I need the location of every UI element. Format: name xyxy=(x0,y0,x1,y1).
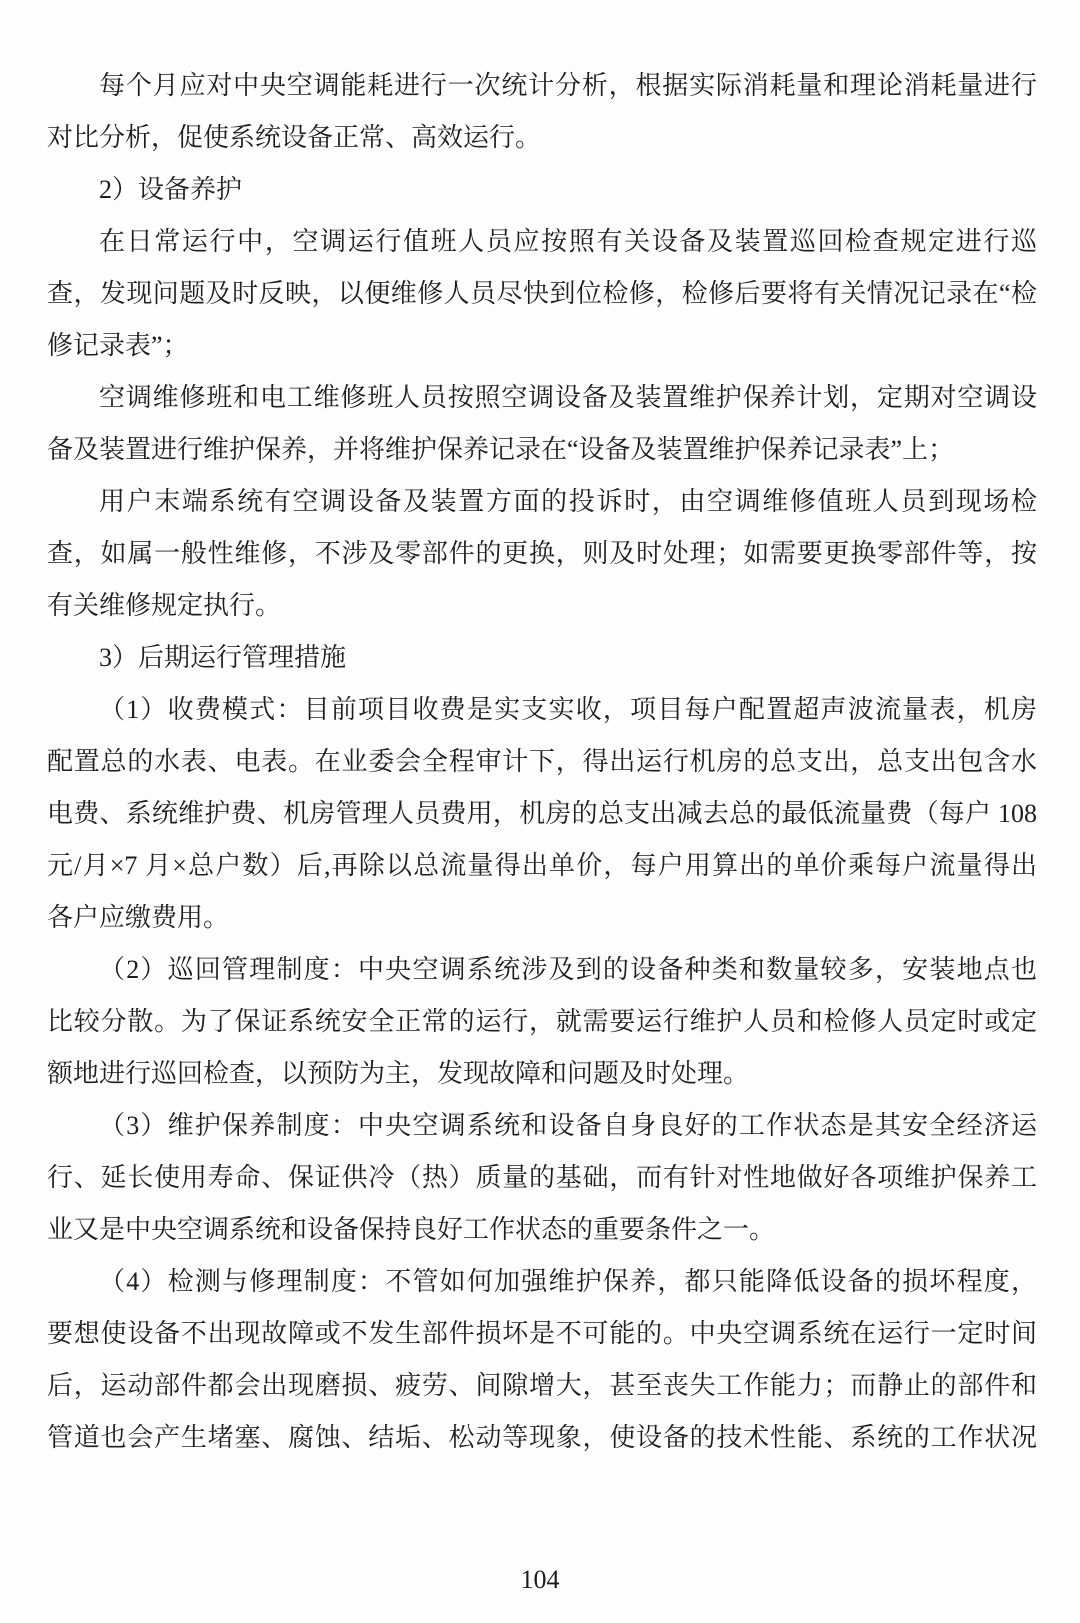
text-line: （4）检测与修理制度：不管如何加强维护保养，都只能降低设备的损坏程度， xyxy=(99,1267,1037,1296)
text-line: 修记录表”； xyxy=(47,331,189,360)
text-line: 额地进行巡回检查，以预防为主，发现故障和问题及时处理。 xyxy=(47,1059,750,1088)
text-line: 比较分散。为了保证系统安全正常的运行，就需要运行维护人员和检修人员定时或定 xyxy=(47,1007,1037,1036)
text-line: 管道也会产生堵塞、腐蚀、结垢、松动等现象，使设备的技术性能、系统的工作状况 xyxy=(47,1423,1037,1452)
text-line: 3）后期运行管理措施 xyxy=(99,643,347,672)
text-line: 每个月应对中央空调能耗进行一次统计分析，根据实际消耗量和理论消耗量进行 xyxy=(99,71,1037,100)
text-line: 对比分析，促使系统设备正常、高效运行。 xyxy=(47,123,542,152)
text-line: 元/月×7 月×总户数）后,再除以总流量得出单价，每户用算出的单价乘每户流量得出 xyxy=(47,851,1037,880)
text-line: 查，如属一般性维修，不涉及零部件的更换，则及时处理；如需要更换零部件等，按 xyxy=(47,539,1037,568)
text-line: 后，运动部件都会出现磨损、疲劳、间隙增大，甚至丧失工作能力；而静止的部件和 xyxy=(47,1371,1037,1400)
text-line: 有关维修规定执行。 xyxy=(47,591,282,620)
text-line: 用户末端系统有空调设备及装置方面的投诉时，由空调维修值班人员到现场检 xyxy=(99,487,1037,516)
text-line: 要想使设备不出现故障或不发生部件损坏是不可能的。中央空调系统在运行一定时间 xyxy=(47,1319,1037,1348)
document-body xyxy=(47,60,1037,1464)
page-footer xyxy=(0,1554,1080,1606)
text-line: 行、延长使用寿命、保证供冷（热）质量的基础，而有针对性地做好各项维护保养工 xyxy=(47,1163,1037,1192)
text-line: 2）设备养护 xyxy=(99,175,243,204)
text-line: 空调维修班和电工维修班人员按照空调设备及装置维护保养计划，定期对空调设 xyxy=(99,383,1037,412)
text-line: 在日常运行中，空调运行值班人员应按照有关设备及装置巡回检查规定进行巡 xyxy=(99,227,1037,256)
text-line: （3）维护保养制度：中央空调系统和设备自身良好的工作状态是其安全经济运 xyxy=(99,1111,1037,1140)
text-line: 备及装置进行维护保养，并将维护保养记录在“设备及装置维护保养记录表”上； xyxy=(47,435,955,464)
text-line: 各户应缴费用。 xyxy=(47,903,230,932)
text-line: （1）收费模式：目前项目收费是实支实收，项目每户配置超声波流量表，机房 xyxy=(99,695,1037,724)
text-line: 业又是中央空调系统和设备保持良好工作状态的重要条件之一。 xyxy=(47,1215,776,1244)
text-line: 电费、系统维护费、机房管理人员费用，机房的总支出减去总的最低流量费（每户 108 xyxy=(47,799,1037,828)
text-line: 配置总的水表、电表。在业委会全程审计下，得出运行机房的总支出，总支出包含水 xyxy=(47,747,1037,776)
text-line: （2）巡回管理制度：中央空调系统涉及到的设备种类和数量较多，安装地点也 xyxy=(99,955,1037,984)
text-line: 查，发现问题及时反映，以便维修人员尽快到位检修，检修后要将有关情况记录在“检 xyxy=(47,279,1037,308)
page-number: 104 xyxy=(520,1565,560,1594)
